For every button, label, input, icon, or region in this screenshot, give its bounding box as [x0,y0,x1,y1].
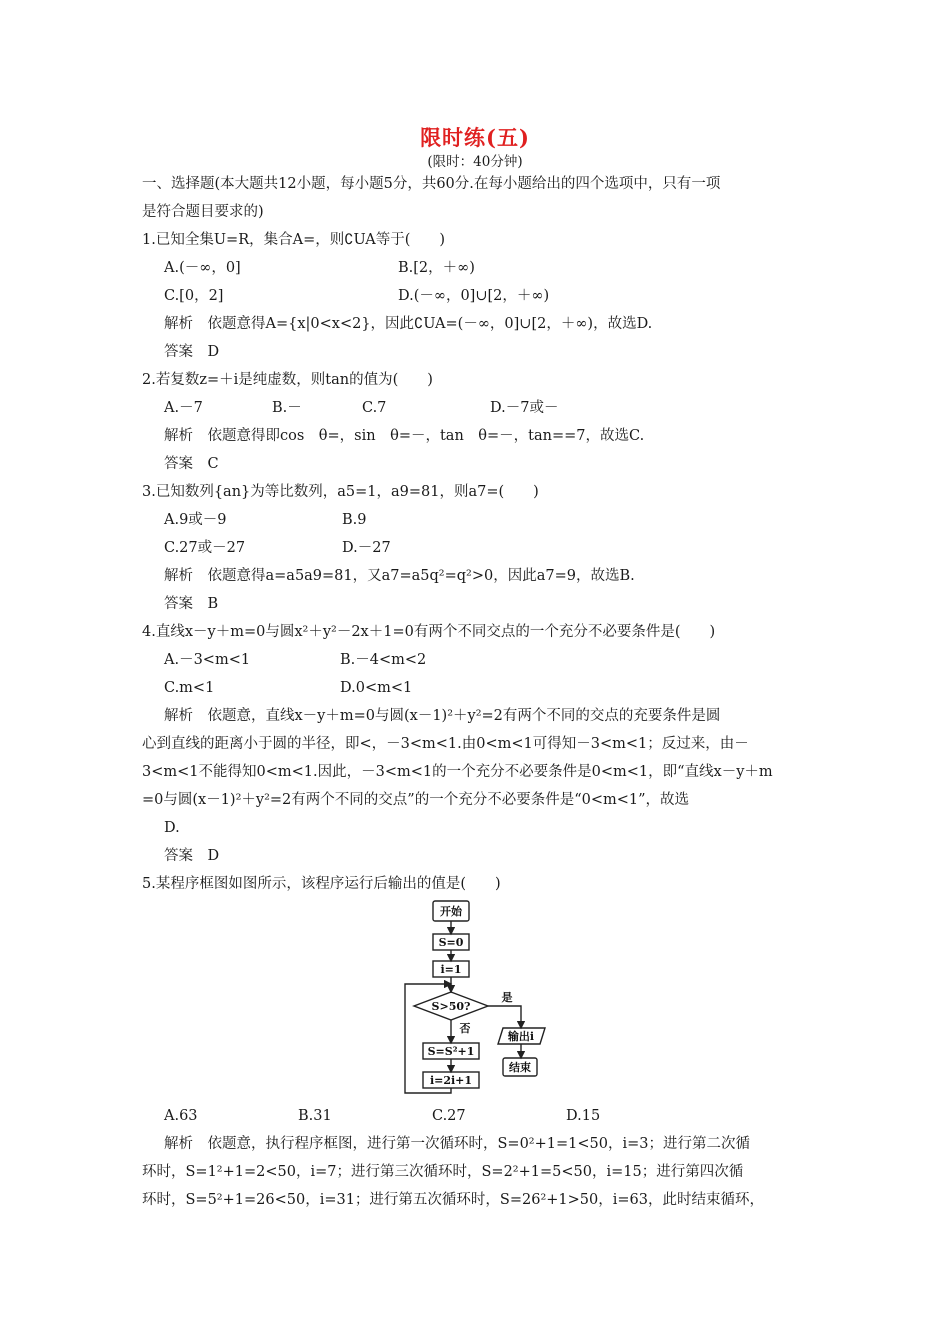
question-5-analysis-line-3: 环时，S=5²+1=26<50，i=31；进行第五次循环时，S=26²+1>50，i=63，此时结束循环， [142,1192,764,1208]
question-2-option-d: D.－7或－ [490,400,559,416]
page-subtitle: (限时：40分钟) [427,154,523,170]
flow-init-s-label: S=0 [438,936,464,949]
question-5-option-c: C.27 [432,1108,466,1124]
question-2-option-b: B.－ [272,400,302,416]
question-1-stem: 1.已知全集U=R，集合A=，则∁UA等于( ) [142,232,446,248]
question-4-analysis-line-1: 解析 依题意，直线x－y＋m=0与圆(x－1)²＋y²=2有两个不同的交点的充要条件是圆 [164,708,721,724]
question-1-option-b: B.[2，＋∞) [398,260,475,276]
flow-no-label: 否 [459,1022,471,1035]
flow-cond-label: S>50? [431,1000,471,1013]
question-3-stem: 3.已知数列{an}为等比数列，a5=1，a9=81，则a7=( ) [142,484,539,500]
flow-yes-label: 是 [501,991,513,1004]
question-5-analysis-line-2: 环时，S=1²+1=2<50，i=7；进行第三次循环时，S=2²+1=5<50，i=15；进行第四次循 [142,1164,744,1180]
question-3-answer: 答案 B [164,596,219,612]
question-3-option-c: C.27或－27 [164,540,246,556]
question-2-stem: 2.若复数z=＋i是纯虚数，则tan的值为( ) [142,372,433,388]
flow-update-s-label: S=S²+1 [427,1045,475,1058]
question-3-option-a: A.9或－9 [164,512,227,528]
question-4-answer: 答案 D [164,848,220,864]
question-2-analysis: 解析 依题意得即cos θ=，sin θ=－，tan θ=－，tan==7，故选C. [164,428,645,444]
question-4-option-b: B.－4<m<2 [340,652,427,668]
flow-update-i-label: i=2i+1 [429,1074,473,1087]
question-4-stem: 4.直线x－y＋m=0与圆x²＋y²－2x＋1=0有两个不同交点的一个充分不必要条件是( ) [142,624,716,640]
section-intro-line-2: 是符合题目要求的) [142,204,264,220]
question-5-analysis-line-1: 解析 依题意，执行程序框图，进行第一次循环时，S=0²+1=1<50，i=3；进行第二次循 [164,1136,750,1152]
page-title: 限时练(五) [420,125,530,150]
question-4-analysis-line-4: =0与圆(x－1)²＋y²=2有两个不同的交点”的一个充分不必要条件是“0<m<1”，故选 [142,792,690,808]
question-3-option-d: D.－27 [342,540,391,556]
question-4-analysis-line-5: D. [164,820,180,836]
flowchart [395,898,555,1098]
question-4-analysis-line-2: 心到直线的距离小于圆的半径，即<，－3<m<1.由0<m<1可得知－3<m<1；反过来，由－ [142,736,749,752]
flow-end-label: 结束 [509,1061,531,1074]
question-3-analysis: 解析 依题意得a=a5a9=81，又a7=a5q²=q²>0，因此a7=9，故选B. [164,568,635,584]
question-5-option-a: A.63 [164,1108,198,1124]
question-2-answer: 答案 C [164,456,219,472]
question-4-option-c: C.m<1 [164,680,215,696]
question-1-answer: 答案 D [164,344,220,360]
flow-init-i-label: i=1 [440,963,462,976]
question-4-analysis-line-3: 3<m<1不能得知0<m<1.因此，－3<m<1的一个充分不必要条件是0<m<1，即“直线x－y＋m [142,764,773,780]
question-4-option-d: D.0<m<1 [340,680,413,696]
section-intro-line-1: 一、选择题(本大题共12小题，每小题5分，共60分.在每小题给出的四个选项中，只有一项 [142,176,721,192]
flow-start-label: 开始 [440,905,462,918]
question-2-option-c: C.7 [362,400,387,416]
question-1-analysis: 解析 依题意得A={x|0<x<2}，因此∁UA=(－∞，0]∪[2，＋∞)，故选D. [164,316,653,332]
question-1-option-d: D.(－∞，0]∪[2，＋∞) [398,288,550,304]
flow-output-label: 输出i [507,1030,535,1043]
question-4-option-a: A.－3<m<1 [164,652,251,668]
question-3-option-b: B.9 [342,512,367,528]
question-1-option-a: A.(－∞，0] [164,260,241,276]
question-1-option-c: C.[0，2] [164,288,224,304]
question-5-stem: 5.某程序框图如图所示，该程序运行后输出的值是( ) [142,876,501,892]
question-2-option-a: A.－7 [164,400,203,416]
question-5-option-b: B.31 [298,1108,332,1124]
question-5-option-d: D.15 [566,1108,601,1124]
